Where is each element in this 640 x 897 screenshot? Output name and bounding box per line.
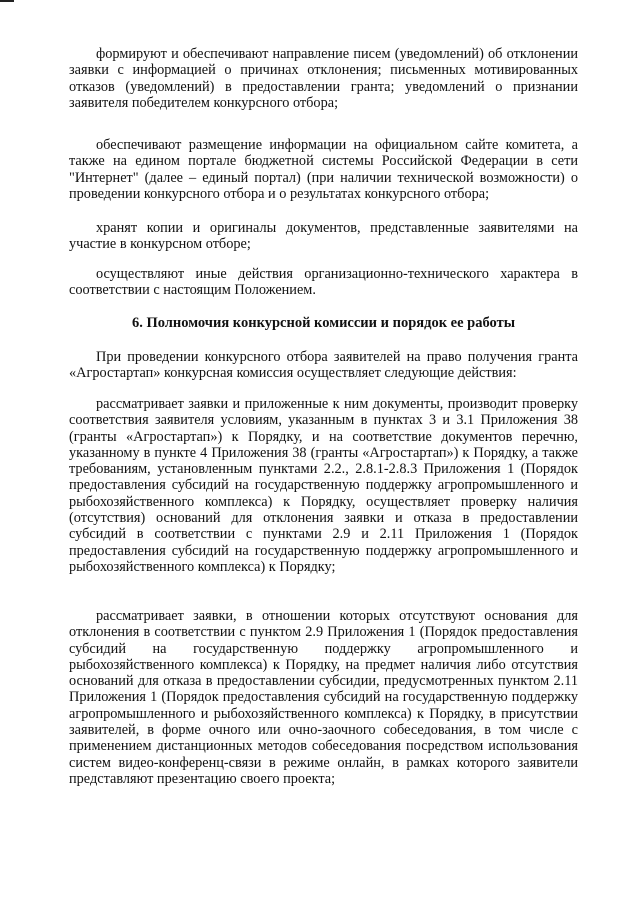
paragraph-other-actions: осуществляют иные действия организационно-технического характера в соответствии с настоящим Положением. [69,266,578,299]
paragraph-storage: хранят копии и оригиналы документов, представленные заявителями на участие в конкурсном отборе; [69,220,578,253]
paragraph-review-applications: рассматривает заявки и приложенные к ним документы, производит проверку соответствия заявителя условиям, указанным в пунктах 3 и 3.1 Приложения 38 (гранты «Агростартап») к Порядку, и на соответствие документов перечню, указанному в пункте 4 Приложения 38 (гранты «Агростартап») к Порядку, а также требованиям, установленным пунктами 2.2., 2.8.1-2.8.3 Приложения 1 (Порядок предоставления субсидий на государственную поддержку агропромышленного и рыбохозяйственного комплекса) к Порядку, осуществляет проверку наличия (отсутствия) оснований для отклонения заявки и отказа в предоставлении субсидий в соответствии с пунктами 2.9 и 2.11 Приложения 1 (Порядок предоставления субсидий на государственную поддержку агропромышленного и рыбохозяйственного комплекса) к Порядку; [69,396,578,575]
paragraph-publication: обеспечивают размещение информации на официальном сайте комитета, а также на едином портале бюджетной системы Российской Федерации в сети "Интернет" (далее – единый портал) (при наличии технической возможности) о проведении конкурсного отбора и о результатах конкурсного отбора; [69,137,578,202]
scan-corner-mark [0,0,14,2]
paragraph-letters: формируют и обеспечивают направление писем (уведомлений) об отклонении заявки с информацией о причинах отклонения; письменных мотивированных отказов (уведомлений) в предоставлении гранта; уведомлений о признании заявителя победителем конкурсного отбора; [69,46,578,111]
section-heading: 6. Полномочия конкурсной комиссии и порядок ее работы [131,315,516,331]
paragraph-interview: рассматривает заявки, в отношении которых отсутствуют основания для отклонения в соответствии с пунктом 2.9 Приложения 1 (Порядок предоставления субсидий на государственную поддержку агропромышленного и рыбохозяйственного комплекса) к Порядку, на предмет наличия либо отсутствия оснований для отказа в предоставлении субсидии, предусмотренных пунктом 2.11 Приложения 1 (Порядок предоставления субсидий на государственную поддержку агропромышленного и рыбохозяйственного комплекса) к Порядку, в присутствии заявителей, в форме очного или очно-заочного собеседования, в том числе с применением дистанционных методов собеседования посредством использования систем видео-конференц-связи в режиме онлайн, в рамках которого заявители представляют презентацию своего проекта; [69,608,578,787]
paragraph-commission-intro: При проведении конкурсного отбора заявителей на право получения гранта «Агростартап» конкурсная комиссия осуществляет следующие действия: [69,349,578,382]
